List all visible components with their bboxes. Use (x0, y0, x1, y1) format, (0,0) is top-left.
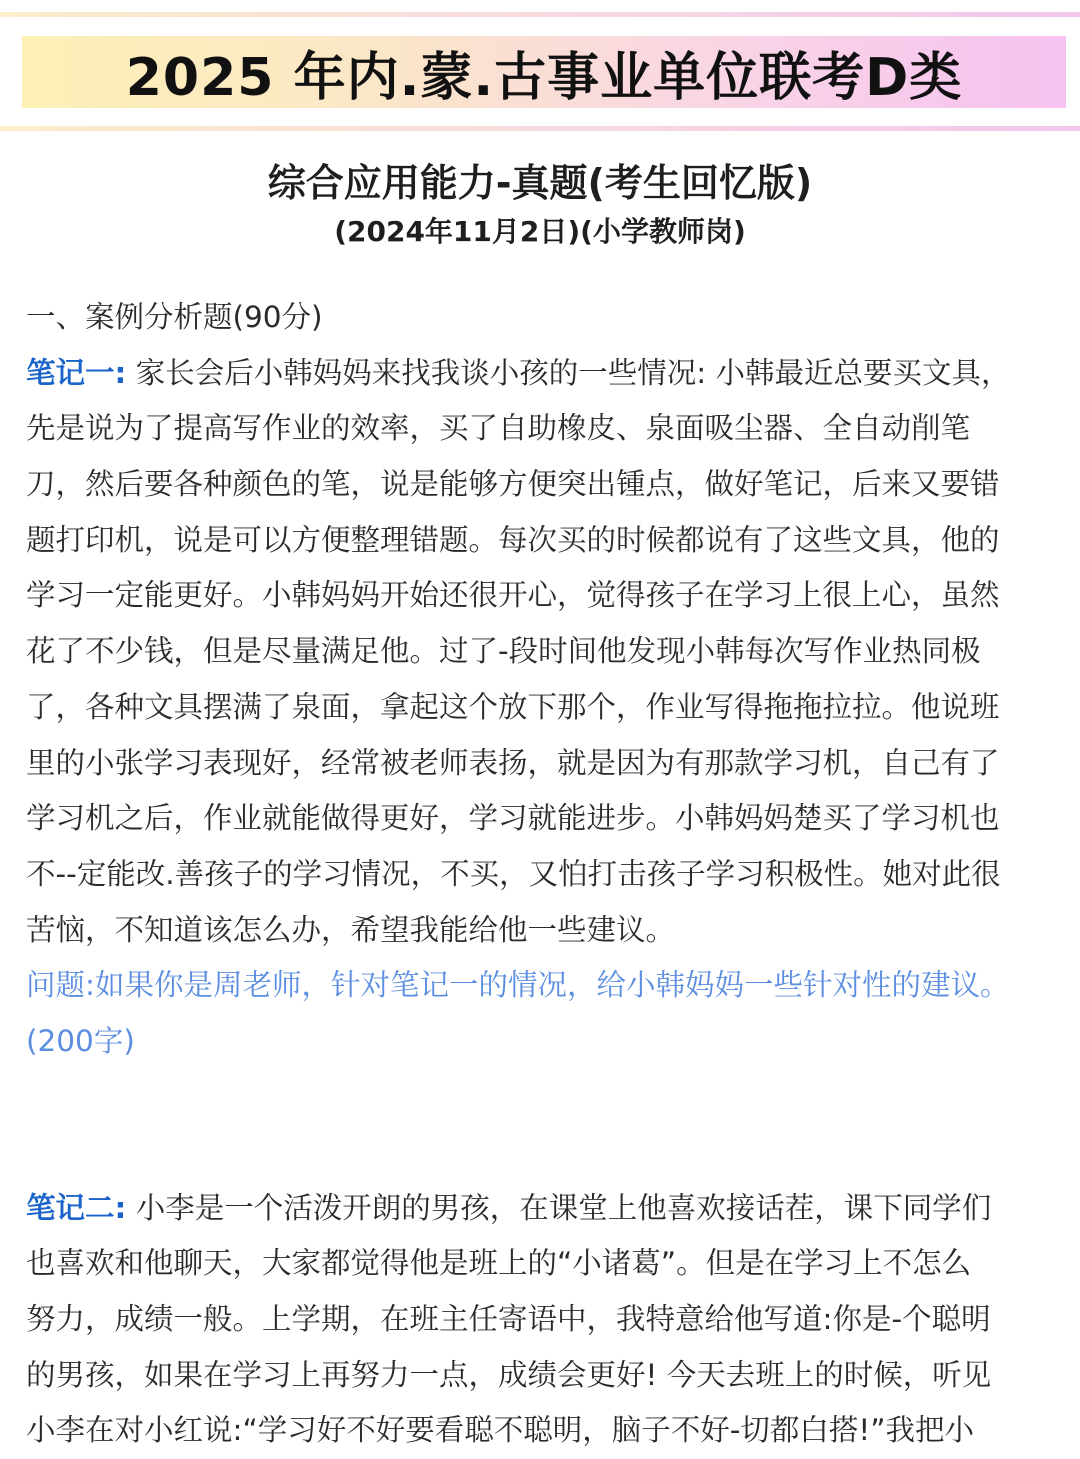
note2-label: 笔记二: (26, 1190, 127, 1225)
note1-text: 家长会后小韩妈妈来找我谈小孩的一些情况: 小韩最近总要买文具， (126, 355, 1011, 390)
paragraph-line (26, 346, 1066, 402)
bottom-decorative-line (0, 126, 1080, 131)
section-heading: 一、案例分析题(90分) (26, 300, 323, 334)
paragraph-line: 不--定能改.善孩子的学习情况，不买，又怕打击孩子学习积极性。她对此很 (26, 856, 1001, 891)
paragraph-line: 的男孩，如果在学习上再努力一点，成绩会更好! 今天去班上的时候，听见 (26, 1357, 992, 1392)
paragraph-line: 花了不少钱，但是尽量满足他。过了-段时间他发现小韩每次写作业热同极 (26, 634, 981, 669)
paragraph-line: 刀，然后要各种颜色的笔，说是能够方便突出锺点，做好笔记，后来又要错 (26, 467, 1000, 502)
top-decorative-line (0, 12, 1080, 17)
paragraph-line: 努力，成绩一般。上学期，在班主任寄语中，我特意给他写道:你是-个聪明 (26, 1302, 991, 1336)
document-title: 2025 年内.蒙.古事业单位联考D类 (125, 47, 963, 108)
exam-date: (2024年11月2日)(小学教师岗) (334, 215, 746, 248)
paragraph-line: 也喜欢和他聊天，大家都觉得他是班上的“小诸葛”。但是在学习上不怎么 (26, 1246, 972, 1281)
paragraph-line (26, 1181, 1066, 1237)
paragraph-line: 先是说为了提高写作业的效率，买了自助橡皮、泉面吸尘器、全自动削笔 (26, 411, 971, 446)
paragraph-line: 学习一定能更好。小韩妈妈开始还很开心，觉得孩子在学习上很上心，虽然 (26, 578, 1000, 613)
paragraph-line: 了，各种文具摆满了泉面，拿起这个放下那个，作业写得拖拖拉拉。他说班 (26, 689, 1000, 724)
note1-label: 笔记一: (26, 355, 127, 390)
paragraph-line: 苦恼，不知道该怎么办，希望我能给他一些建议。 (26, 912, 676, 947)
paragraph-line: 里的小张学习表现好，经常被老师表扬，就是因为有那款学习机，自己有了 (26, 745, 1000, 780)
note2-text: 小李是一个活泼开朗的男孩，在课堂上他喜欢接话茬，课下同学们 (126, 1190, 992, 1225)
question-line: 问题:如果你是周老师，针对笔记一的情况，给小韩妈妈一些针对性的建议。 (26, 968, 1010, 1003)
question-word-count: (200字) (26, 1023, 135, 1058)
title-banner (22, 36, 1066, 108)
exam-subtitle: 综合应用能力-真题(考生回忆版) (267, 161, 813, 205)
paragraph-line: 题打印机，说是可以方便整理错题。每次买的时候都说有了这些文具，他的 (26, 522, 1000, 557)
spacer (26, 1070, 1066, 1181)
document-body (26, 290, 1066, 1459)
paragraph-line: 学习机之后，作业就能做得更好，学习就能进步。小韩妈妈楚买了学习机也 (26, 801, 1000, 836)
paragraph-line: 小李在对小红说:“学习好不好要看聪不聪明，脑子不好-切都白搭!”我把小 (26, 1413, 974, 1448)
